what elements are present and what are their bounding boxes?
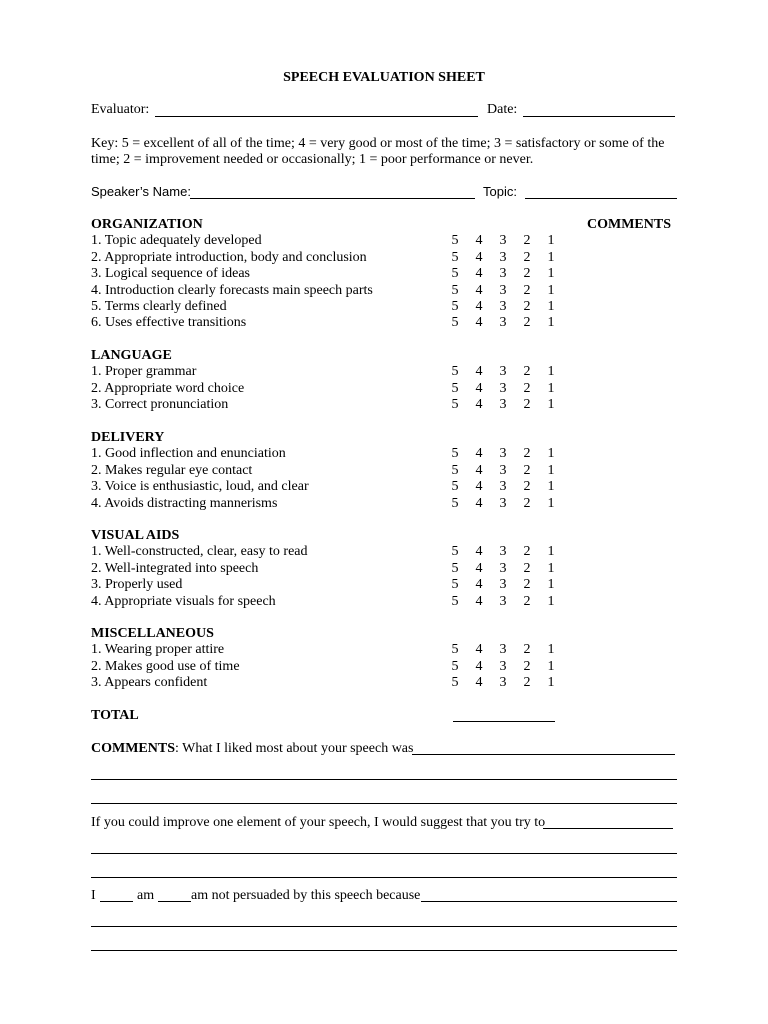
rating-option-3[interactable]: 3 bbox=[499, 446, 507, 461]
rating-option-4[interactable]: 4 bbox=[475, 283, 483, 298]
speaker-name-field[interactable] bbox=[190, 198, 475, 199]
rating-option-1[interactable]: 1 bbox=[547, 496, 555, 511]
criterion-label: 2. Makes good use of time bbox=[91, 659, 240, 674]
liked-most-text: : What I liked most about your speech was bbox=[175, 741, 414, 756]
evaluator-label: Evaluator: bbox=[91, 102, 150, 117]
date-field[interactable] bbox=[523, 116, 675, 117]
improve-line-2[interactable] bbox=[91, 853, 677, 854]
rating-option-2[interactable]: 2 bbox=[523, 397, 531, 412]
rating-scale bbox=[447, 364, 565, 380]
criterion-label: 2. Appropriate word choice bbox=[91, 381, 245, 396]
rating-option-1[interactable]: 1 bbox=[547, 577, 555, 592]
rating-option-1[interactable]: 1 bbox=[547, 315, 555, 330]
rating-option-1[interactable]: 1 bbox=[547, 283, 555, 298]
am-not-blank[interactable] bbox=[158, 901, 191, 902]
speaker-name-label: Speaker’s Name: bbox=[91, 184, 191, 199]
rating-option-2[interactable]: 2 bbox=[523, 266, 531, 281]
rating-option-3[interactable]: 3 bbox=[499, 250, 507, 265]
rating-option-5[interactable]: 5 bbox=[451, 266, 459, 281]
rating-option-5[interactable]: 5 bbox=[451, 642, 459, 657]
rating-option-1[interactable]: 1 bbox=[547, 675, 555, 690]
criterion-label: 4. Introduction clearly forecasts main speech parts bbox=[91, 283, 373, 298]
criterion-label: 3. Appears confident bbox=[91, 675, 208, 690]
criterion-label: 1. Well-constructed, clear, easy to read bbox=[91, 544, 308, 559]
criterion-label: 3. Properly used bbox=[91, 577, 183, 592]
rating-scale bbox=[447, 397, 565, 413]
rating-option-3[interactable]: 3 bbox=[499, 364, 507, 379]
rating-option-5[interactable]: 5 bbox=[451, 446, 459, 461]
rating-option-4[interactable]: 4 bbox=[475, 544, 483, 559]
rating-option-2[interactable]: 2 bbox=[523, 381, 531, 396]
rating-scale bbox=[447, 642, 565, 658]
liked-most-field[interactable] bbox=[412, 754, 675, 755]
rating-option-5[interactable]: 5 bbox=[451, 315, 459, 330]
criterion-label: 2. Makes regular eye contact bbox=[91, 463, 253, 478]
persuaded-am: am bbox=[137, 888, 155, 903]
rating-scale bbox=[447, 594, 565, 610]
criterion-label: 2. Well-integrated into speech bbox=[91, 561, 259, 576]
rating-option-4[interactable]: 4 bbox=[475, 446, 483, 461]
rating-option-1[interactable]: 1 bbox=[547, 364, 555, 379]
criterion-label: 3. Voice is enthusiastic, loud, and clear bbox=[91, 479, 309, 494]
rating-option-2[interactable]: 2 bbox=[523, 299, 531, 314]
rating-option-5[interactable]: 5 bbox=[451, 283, 459, 298]
rating-option-3[interactable]: 3 bbox=[499, 463, 507, 478]
rating-scale bbox=[447, 544, 565, 560]
rating-option-2[interactable]: 2 bbox=[523, 659, 531, 674]
rating-option-1[interactable]: 1 bbox=[547, 250, 555, 265]
rating-option-2[interactable]: 2 bbox=[523, 642, 531, 657]
rating-option-3[interactable]: 3 bbox=[499, 381, 507, 396]
rating-option-1[interactable]: 1 bbox=[547, 397, 555, 412]
rating-option-3[interactable]: 3 bbox=[499, 594, 507, 609]
rating-option-1[interactable]: 1 bbox=[547, 446, 555, 461]
rating-option-3[interactable]: 3 bbox=[499, 299, 507, 314]
rating-option-2[interactable]: 2 bbox=[523, 577, 531, 592]
section-heading: ORGANIZATION bbox=[91, 217, 203, 232]
rating-scale bbox=[447, 233, 565, 249]
rating-option-4[interactable]: 4 bbox=[475, 299, 483, 314]
rating-option-2[interactable]: 2 bbox=[523, 675, 531, 690]
rating-scale bbox=[447, 250, 565, 266]
rating-scale bbox=[447, 561, 565, 577]
rating-option-2[interactable]: 2 bbox=[523, 561, 531, 576]
criterion-label: 3. Correct pronunciation bbox=[91, 397, 229, 412]
rating-key-line-1: Key: 5 = excellent of all of the time; 4 = very good or most of the time; 3 = satisfactory or some of the bbox=[91, 136, 665, 151]
section-heading: LANGUAGE bbox=[91, 348, 172, 363]
rating-option-5[interactable]: 5 bbox=[451, 544, 459, 559]
improve-line-3[interactable] bbox=[91, 877, 677, 878]
persuaded-line-2[interactable] bbox=[91, 926, 677, 927]
rating-option-4[interactable]: 4 bbox=[475, 233, 483, 248]
rating-option-2[interactable]: 2 bbox=[523, 544, 531, 559]
rating-option-4[interactable]: 4 bbox=[475, 463, 483, 478]
rating-option-4[interactable]: 4 bbox=[475, 496, 483, 511]
comments-label: COMMENTS bbox=[91, 741, 175, 756]
rating-option-1[interactable]: 1 bbox=[547, 561, 555, 576]
rating-option-2[interactable]: 2 bbox=[523, 594, 531, 609]
rating-option-3[interactable]: 3 bbox=[499, 315, 507, 330]
section-heading: VISUAL AIDS bbox=[91, 528, 180, 543]
liked-most-prompt bbox=[91, 741, 413, 757]
criterion-label: 1. Proper grammar bbox=[91, 364, 197, 379]
section-heading: DELIVERY bbox=[91, 430, 165, 445]
rating-option-1[interactable]: 1 bbox=[547, 381, 555, 396]
rating-option-4[interactable]: 4 bbox=[475, 594, 483, 609]
rating-option-1[interactable]: 1 bbox=[547, 266, 555, 281]
rating-option-5[interactable]: 5 bbox=[451, 381, 459, 396]
rating-option-4[interactable]: 4 bbox=[475, 659, 483, 674]
rating-option-4[interactable]: 4 bbox=[475, 561, 483, 576]
rating-option-3[interactable]: 3 bbox=[499, 675, 507, 690]
topic-label: Topic: bbox=[483, 184, 517, 199]
rating-scale bbox=[447, 659, 565, 675]
rating-scale bbox=[447, 299, 565, 315]
rating-option-3[interactable]: 3 bbox=[499, 233, 507, 248]
rating-scale bbox=[447, 675, 565, 691]
total-field[interactable] bbox=[453, 721, 555, 722]
rating-option-1[interactable]: 1 bbox=[547, 233, 555, 248]
evaluator-field[interactable] bbox=[155, 116, 478, 117]
rating-option-3[interactable]: 3 bbox=[499, 479, 507, 494]
rating-option-5[interactable]: 5 bbox=[451, 463, 459, 478]
criterion-label: 3. Logical sequence of ideas bbox=[91, 266, 250, 281]
comments-column-header: COMMENTS bbox=[587, 217, 671, 232]
rating-option-3[interactable]: 3 bbox=[499, 577, 507, 592]
rating-option-4[interactable]: 4 bbox=[475, 266, 483, 281]
rating-option-1[interactable]: 1 bbox=[547, 642, 555, 657]
rating-option-4[interactable]: 4 bbox=[475, 397, 483, 412]
rating-option-3[interactable]: 3 bbox=[499, 496, 507, 511]
rating-option-4[interactable]: 4 bbox=[475, 675, 483, 690]
liked-most-line-2[interactable] bbox=[91, 779, 677, 780]
rating-option-2[interactable]: 2 bbox=[523, 250, 531, 265]
rating-option-3[interactable]: 3 bbox=[499, 544, 507, 559]
rating-option-4[interactable]: 4 bbox=[475, 364, 483, 379]
rating-scale bbox=[447, 315, 565, 331]
rating-option-2[interactable]: 2 bbox=[523, 446, 531, 461]
rating-option-4[interactable]: 4 bbox=[475, 381, 483, 396]
rating-option-3[interactable]: 3 bbox=[499, 659, 507, 674]
persuaded-am-not: am not persuaded by this speech because bbox=[191, 888, 421, 903]
persuaded-line-3[interactable] bbox=[91, 950, 677, 951]
rating-option-5[interactable]: 5 bbox=[451, 364, 459, 379]
persuaded-field[interactable] bbox=[421, 901, 677, 902]
topic-field[interactable] bbox=[525, 198, 677, 199]
rating-option-4[interactable]: 4 bbox=[475, 250, 483, 265]
rating-scale bbox=[447, 381, 565, 397]
persuaded-i: I bbox=[91, 888, 96, 903]
rating-option-2[interactable]: 2 bbox=[523, 315, 531, 330]
rating-option-4[interactable]: 4 bbox=[475, 577, 483, 592]
rating-scale bbox=[447, 463, 565, 479]
rating-option-5[interactable]: 5 bbox=[451, 250, 459, 265]
liked-most-line-3[interactable] bbox=[91, 803, 677, 804]
am-blank[interactable] bbox=[100, 901, 133, 902]
section-heading: MISCELLANEOUS bbox=[91, 626, 214, 641]
rating-option-1[interactable]: 1 bbox=[547, 299, 555, 314]
criterion-label: 4. Avoids distracting mannerisms bbox=[91, 496, 278, 511]
criterion-label: 5. Terms clearly defined bbox=[91, 299, 227, 314]
criterion-label: 4. Appropriate visuals for speech bbox=[91, 594, 276, 609]
rating-option-5[interactable]: 5 bbox=[451, 299, 459, 314]
rating-scale bbox=[447, 577, 565, 593]
rating-option-5[interactable]: 5 bbox=[451, 659, 459, 674]
rating-scale bbox=[447, 446, 565, 462]
rating-option-5[interactable]: 5 bbox=[451, 479, 459, 494]
rating-scale bbox=[447, 496, 565, 512]
criterion-label: 2. Appropriate introduction, body and conclusion bbox=[91, 250, 367, 265]
rating-option-1[interactable]: 1 bbox=[547, 479, 555, 494]
improve-prompt: If you could improve one element of your speech, I would suggest that you try to bbox=[91, 815, 546, 830]
rating-option-3[interactable]: 3 bbox=[499, 561, 507, 576]
rating-option-2[interactable]: 2 bbox=[523, 283, 531, 298]
rating-option-2[interactable]: 2 bbox=[523, 233, 531, 248]
rating-option-1[interactable]: 1 bbox=[547, 463, 555, 478]
improve-field[interactable] bbox=[543, 828, 673, 829]
rating-scale bbox=[447, 283, 565, 299]
rating-option-2[interactable]: 2 bbox=[523, 496, 531, 511]
rating-option-4[interactable]: 4 bbox=[475, 315, 483, 330]
rating-option-4[interactable]: 4 bbox=[475, 642, 483, 657]
rating-scale bbox=[447, 479, 565, 495]
rating-key-line-2: time; 2 = improvement needed or occasionally; 1 = poor performance or never. bbox=[91, 152, 534, 167]
rating-option-1[interactable]: 1 bbox=[547, 594, 555, 609]
rating-option-1[interactable]: 1 bbox=[547, 544, 555, 559]
rating-option-1[interactable]: 1 bbox=[547, 659, 555, 674]
rating-option-5[interactable]: 5 bbox=[451, 233, 459, 248]
criterion-label: 1. Topic adequately developed bbox=[91, 233, 262, 248]
rating-option-3[interactable]: 3 bbox=[499, 642, 507, 657]
rating-option-5[interactable]: 5 bbox=[451, 561, 459, 576]
rating-option-2[interactable]: 2 bbox=[523, 463, 531, 478]
rating-option-2[interactable]: 2 bbox=[523, 364, 531, 379]
date-label: Date: bbox=[487, 102, 518, 117]
rating-option-2[interactable]: 2 bbox=[523, 479, 531, 494]
page-title: SPEECH EVALUATION SHEET bbox=[283, 70, 485, 85]
rating-scale bbox=[447, 266, 565, 282]
rating-option-4[interactable]: 4 bbox=[475, 479, 483, 494]
rating-option-3[interactable]: 3 bbox=[499, 397, 507, 412]
criterion-label: 1. Good inflection and enunciation bbox=[91, 446, 286, 461]
rating-option-5[interactable]: 5 bbox=[451, 496, 459, 511]
rating-option-5[interactable]: 5 bbox=[451, 594, 459, 609]
rating-option-3[interactable]: 3 bbox=[499, 283, 507, 298]
rating-option-5[interactable]: 5 bbox=[451, 577, 459, 592]
rating-option-5[interactable]: 5 bbox=[451, 397, 459, 412]
rating-option-5[interactable]: 5 bbox=[451, 675, 459, 690]
criterion-label: 6. Uses effective transitions bbox=[91, 315, 247, 330]
rating-option-3[interactable]: 3 bbox=[499, 266, 507, 281]
total-label: TOTAL bbox=[91, 708, 139, 723]
criterion-label: 1. Wearing proper attire bbox=[91, 642, 225, 657]
